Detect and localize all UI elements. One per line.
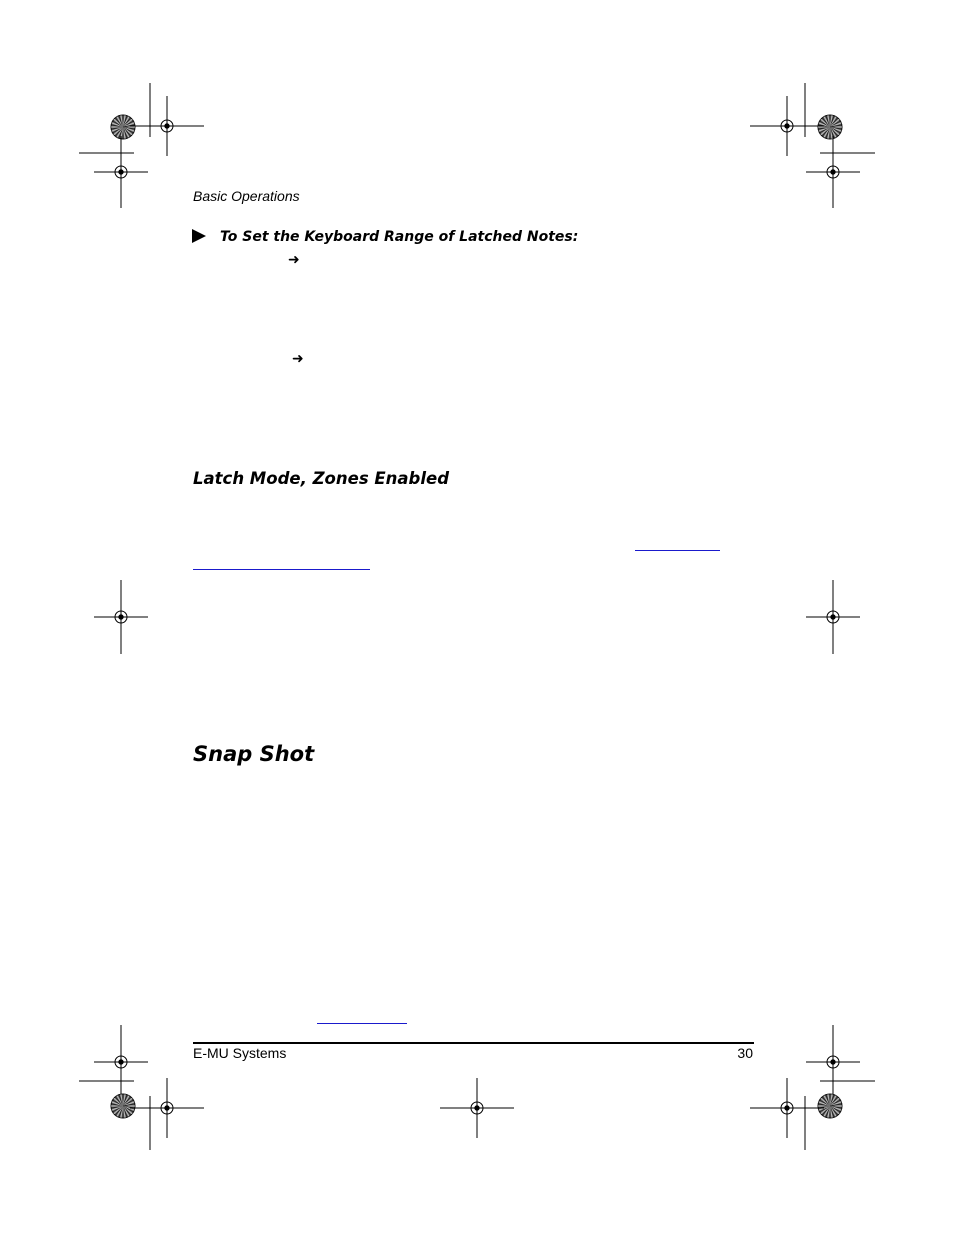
step-arrow-icon: ➜	[288, 252, 300, 268]
procedure-arrow-icon	[192, 229, 206, 243]
step-arrow-icon: ➜	[292, 351, 304, 367]
running-header: Basic Operations	[193, 188, 300, 204]
page-number: 30	[737, 1045, 753, 1061]
section-heading: Latch Mode, Zones Enabled	[193, 469, 449, 488]
cross-reference-link[interactable]	[193, 569, 370, 570]
footer-company: E-MU Systems	[193, 1045, 287, 1061]
procedure-title: To Set the Keyboard Range of Latched Notes:	[220, 229, 579, 245]
cross-reference-link[interactable]	[635, 550, 720, 551]
chapter-heading: Snap Shot	[193, 742, 315, 766]
footer-rule	[193, 1042, 754, 1044]
cross-reference-link[interactable]	[317, 1023, 407, 1024]
